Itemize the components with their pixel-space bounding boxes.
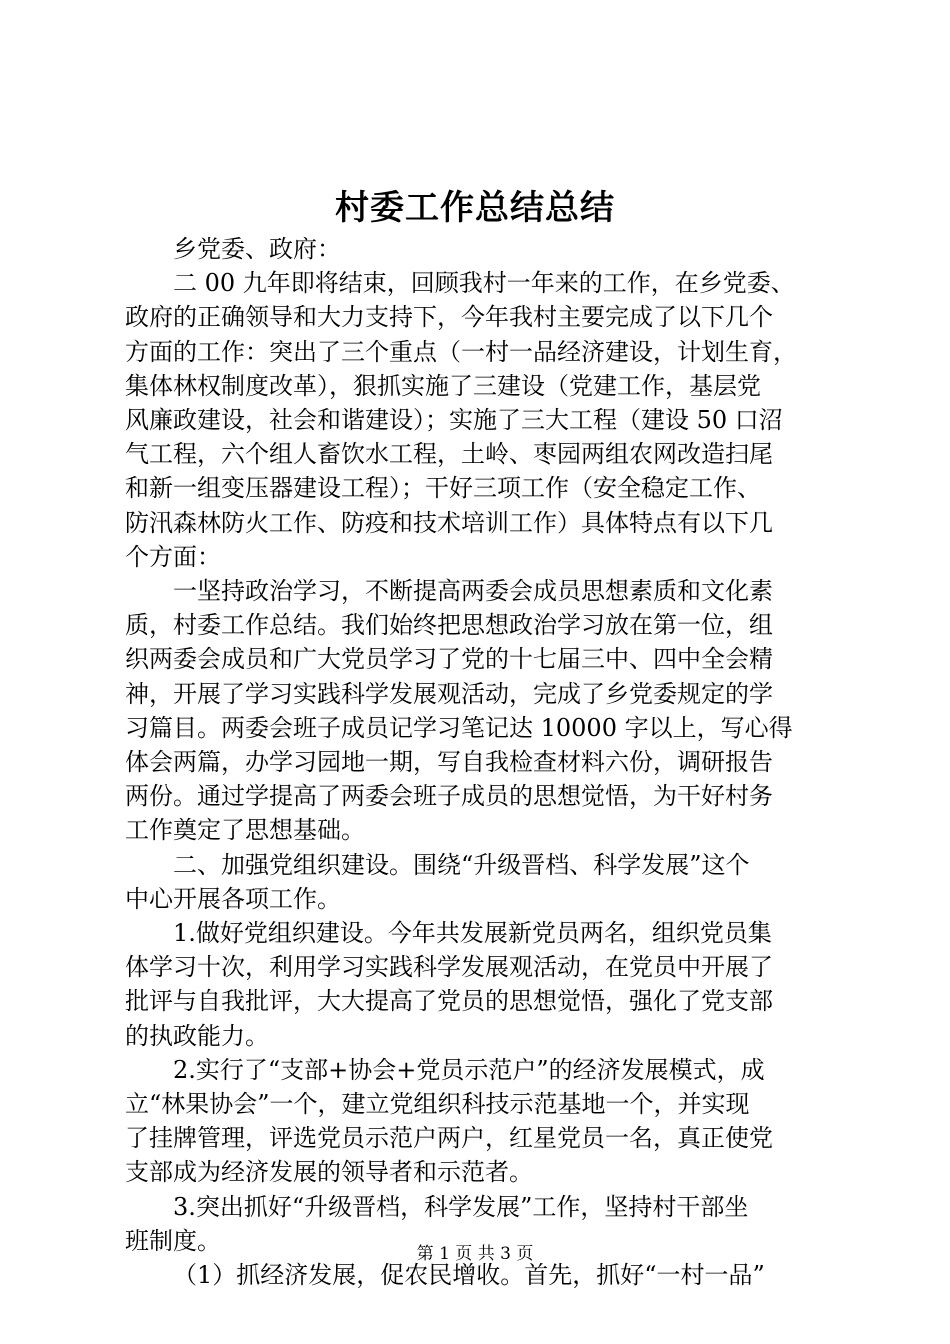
paragraph xyxy=(125,848,845,916)
document-body xyxy=(125,232,845,1292)
text-line: 二、加强党组织建设。围绕“升级晋档、科学发展”这个 xyxy=(173,850,750,879)
text-line: 乡党委、政府： xyxy=(173,235,341,263)
paragraph xyxy=(125,916,845,1053)
text-line: 风廉政建设，社会和谐建设）；实施了三大工程（建设 50 口沼 xyxy=(125,406,783,435)
text-line: 防汛森林防火工作、防疫和技术培训工作）具体特点有以下几 xyxy=(125,508,773,537)
text-line: 了挂牌管理，评选党员示范户两户，红星党员一名，真正使党 xyxy=(125,1124,773,1153)
text-line: 一坚持政治学习，不断提高两委会成员思想素质和文化素 xyxy=(173,577,773,606)
text-line: 批评与自我批评，大大提高了党员的思想觉悟，强化了党支部 xyxy=(125,987,773,1016)
text-line: 集体林权制度改革），狠抓实施了三建设（党建工作，基层党 xyxy=(125,371,761,400)
paragraph xyxy=(125,266,845,574)
paragraph xyxy=(125,1053,845,1190)
text-line: 气工程，六个组人畜饮水工程，土岭、枣园两组农网改造扫尾 xyxy=(125,440,773,469)
text-line: 和新一组变压器建设工程）；干好三项工作（安全稳定工作、 xyxy=(125,474,761,503)
text-line: 2.实行了“支部+协会+党员示范户”的经济发展模式，成 xyxy=(173,1055,765,1084)
text-line: 体学习十次，利用学习实践科学发展观活动，在党员中开展了 xyxy=(125,953,773,982)
text-line: （1）抓经济发展，促农民增收。首先，抓好“一村一品” xyxy=(173,1261,765,1290)
paragraph xyxy=(125,232,845,266)
text-line: 神，开展了学习实践科学发展观活动，完成了乡党委规定的学 xyxy=(125,679,773,708)
text-line: 的执政能力。 xyxy=(125,1021,269,1050)
text-line: 二 00 九年即将结束，回顾我村一年来的工作，在乡党委、 xyxy=(173,269,795,298)
text-line: 个方面： xyxy=(125,542,221,571)
text-line: 习篇目。两委会班子成员记学习笔记达 10000 字以上，写心得 xyxy=(125,713,793,742)
text-line: 1.做好党组织建设。今年共发展新党员两名，组织党员集 xyxy=(173,919,772,948)
text-line: 班制度。 xyxy=(125,1226,221,1255)
text-line: 质，村委工作总结。我们始终把思想政治学习放在第一位，组 xyxy=(125,611,773,640)
text-line: 立“林果协会”一个，建立党组织科技示范基地一个，并实现 xyxy=(125,1090,750,1119)
paragraph xyxy=(125,574,845,848)
document-title: 村委工作总结总结 xyxy=(335,188,615,228)
text-line: 两份。通过学提高了两委会班子成员的思想觉悟，为干好村务 xyxy=(125,782,773,811)
text-line: 3.突出抓好“升级晋档，科学发展”工作，坚持村干部坐 xyxy=(173,1192,749,1221)
text-line: 政府的正确领导和大力支持下，今年我村主要完成了以下几个 xyxy=(125,303,773,332)
text-line: 中心开展各项工作。 xyxy=(125,884,341,913)
text-line: 体会两篇，办学习园地一期，写自我检查材料六份，调研报告 xyxy=(125,748,773,777)
text-line: 支部成为经济发展的领导者和示范者。 xyxy=(125,1158,533,1187)
text-line: 方面的工作：突出了三个重点（一村一品经济建设，计划生育， xyxy=(125,337,797,366)
page-footer: 第 1 页 共 3 页 xyxy=(416,1244,534,1264)
text-line: 织两委会成员和广大党员学习了党的十七届三中、四中全会精 xyxy=(125,645,773,674)
text-line: 工作奠定了思想基础。 xyxy=(125,816,365,845)
